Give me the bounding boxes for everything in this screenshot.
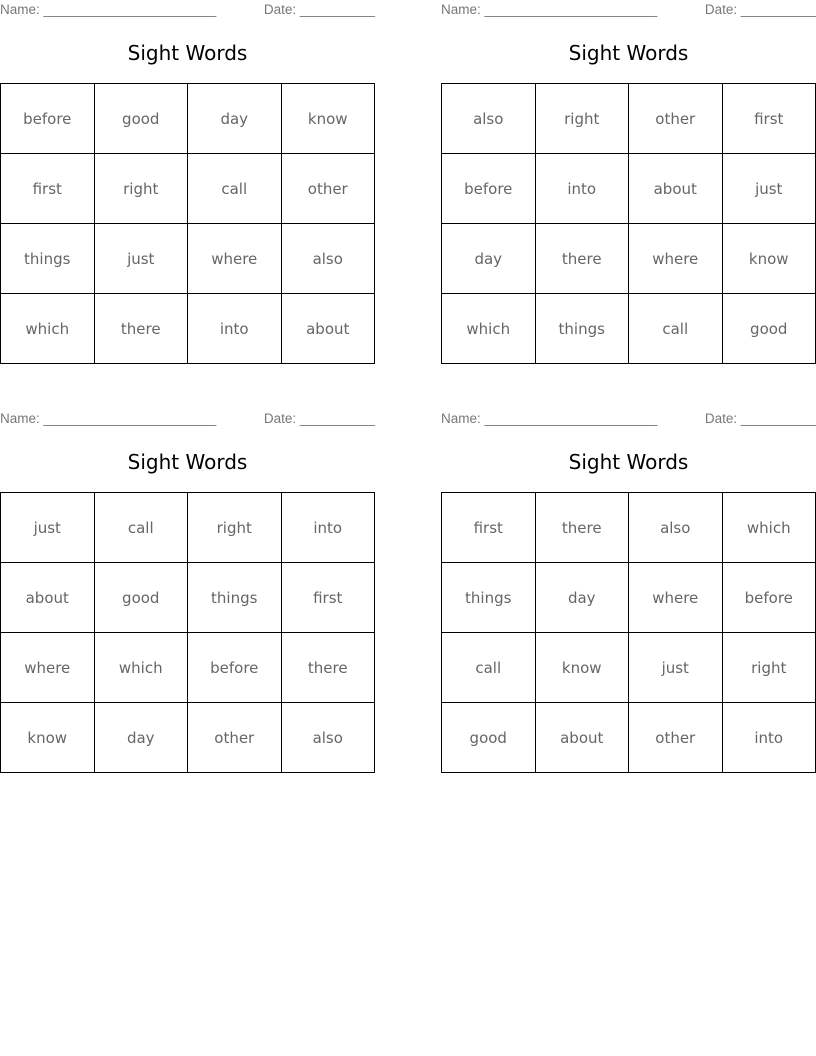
word-cell: just <box>1 493 95 563</box>
word-cell: first <box>1 154 95 224</box>
word-cell: know <box>281 84 375 154</box>
word-cell: day <box>188 84 282 154</box>
word-cell: which <box>1 294 95 364</box>
word-cell: just <box>629 633 723 703</box>
word-cell: call <box>442 633 536 703</box>
sight-words-card <box>441 409 816 747</box>
name-field[interactable]: Name: _______________________ <box>441 411 658 426</box>
name-field[interactable]: Name: _______________________ <box>0 2 217 17</box>
word-cell: about <box>535 703 629 773</box>
word-cell: before <box>1 84 95 154</box>
word-cell: day <box>535 563 629 633</box>
grid-row <box>442 154 816 224</box>
card-title: Sight Words <box>568 41 689 65</box>
word-cell: good <box>722 294 816 364</box>
word-cell: call <box>188 154 282 224</box>
word-cell: into <box>535 154 629 224</box>
word-cell: other <box>629 84 723 154</box>
word-cell: there <box>535 493 629 563</box>
grid-row <box>442 563 816 633</box>
name-field[interactable]: Name: _______________________ <box>441 2 658 17</box>
word-cell: first <box>442 493 536 563</box>
sight-words-card <box>441 0 816 338</box>
word-cell: day <box>442 224 536 294</box>
grid-row <box>442 493 816 563</box>
word-cell: before <box>442 154 536 224</box>
header-line <box>441 411 816 429</box>
word-cell: right <box>94 154 188 224</box>
word-cell: which <box>94 633 188 703</box>
word-cell: before <box>188 633 282 703</box>
word-cell: which <box>722 493 816 563</box>
grid-row <box>1 633 375 703</box>
word-cell: things <box>535 294 629 364</box>
sight-words-card <box>0 409 375 747</box>
word-cell: also <box>281 224 375 294</box>
date-field[interactable]: Date: __________ <box>263 2 375 17</box>
grid-row <box>1 703 375 773</box>
header-line <box>0 2 375 20</box>
word-cell: things <box>442 563 536 633</box>
word-cell: just <box>94 224 188 294</box>
word-cell: just <box>722 154 816 224</box>
name-field[interactable]: Name: _______________________ <box>0 411 217 426</box>
grid-row <box>1 154 375 224</box>
word-cell: call <box>629 294 723 364</box>
grid-row <box>442 84 816 154</box>
grid-row <box>442 294 816 364</box>
word-cell: know <box>1 703 95 773</box>
card-title: Sight Words <box>568 450 689 474</box>
word-cell: about <box>1 563 95 633</box>
grid-row <box>1 84 375 154</box>
grid-row <box>442 224 816 294</box>
grid-row <box>1 563 375 633</box>
word-cell: right <box>722 633 816 703</box>
grid-row <box>1 493 375 563</box>
word-cell: good <box>94 563 188 633</box>
word-cell: into <box>722 703 816 773</box>
word-cell: know <box>535 633 629 703</box>
date-field[interactable]: Date: __________ <box>704 2 816 17</box>
word-cell: first <box>281 563 375 633</box>
word-cell: where <box>629 563 723 633</box>
grid-row <box>1 224 375 294</box>
word-cell: good <box>94 84 188 154</box>
word-cell: right <box>188 493 282 563</box>
word-cell: before <box>722 563 816 633</box>
grid-row <box>1 294 375 364</box>
word-cell: day <box>94 703 188 773</box>
grid-row <box>442 703 816 773</box>
date-field[interactable]: Date: __________ <box>704 411 816 426</box>
header-line <box>0 411 375 429</box>
word-cell: right <box>535 84 629 154</box>
word-cell: into <box>281 493 375 563</box>
word-cell: where <box>1 633 95 703</box>
word-cell: into <box>188 294 282 364</box>
card-title: Sight Words <box>127 41 248 65</box>
word-cell: also <box>629 493 723 563</box>
word-cell: things <box>1 224 95 294</box>
date-field[interactable]: Date: __________ <box>263 411 375 426</box>
word-cell: things <box>188 563 282 633</box>
word-cell: good <box>442 703 536 773</box>
word-cell: know <box>722 224 816 294</box>
word-cell: where <box>188 224 282 294</box>
word-cell: other <box>281 154 375 224</box>
grid-row <box>442 633 816 703</box>
card-title: Sight Words <box>127 450 248 474</box>
word-cell: about <box>281 294 375 364</box>
word-grid <box>0 83 375 364</box>
word-cell: about <box>629 154 723 224</box>
sight-words-card <box>0 0 375 338</box>
word-grid <box>441 83 816 364</box>
word-cell: also <box>281 703 375 773</box>
word-cell: where <box>629 224 723 294</box>
word-grid <box>0 492 375 773</box>
word-cell: other <box>188 703 282 773</box>
word-cell: there <box>94 294 188 364</box>
word-grid <box>441 492 816 773</box>
word-cell: other <box>629 703 723 773</box>
header-line <box>441 2 816 20</box>
word-cell: there <box>535 224 629 294</box>
word-cell: first <box>722 84 816 154</box>
word-cell: also <box>442 84 536 154</box>
word-cell: there <box>281 633 375 703</box>
word-cell: call <box>94 493 188 563</box>
word-cell: which <box>442 294 536 364</box>
